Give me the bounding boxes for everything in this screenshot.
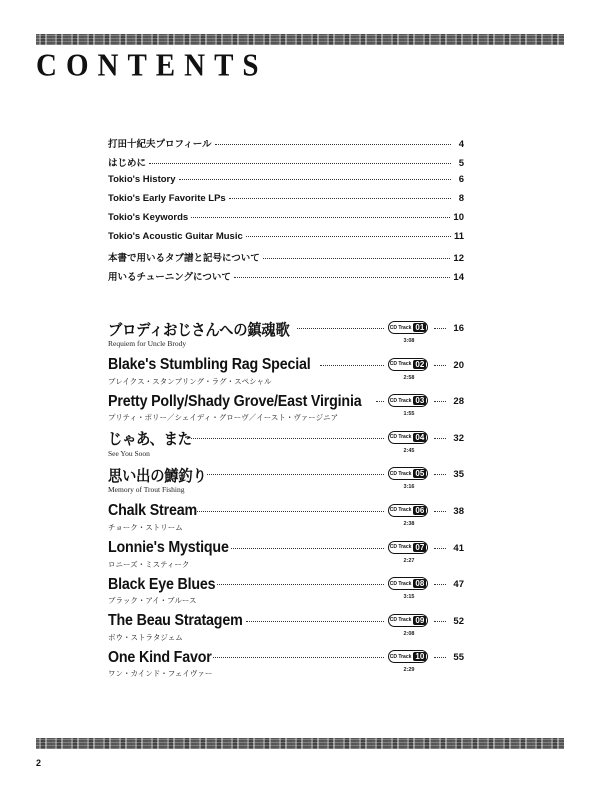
dot-leader — [246, 621, 384, 622]
cd-track-number: 03 — [415, 396, 425, 406]
cd-track-badge — [388, 611, 430, 637]
song-title: Chalk Stream — [108, 502, 197, 520]
dot-leader — [179, 179, 451, 180]
cd-track-badge — [388, 391, 430, 418]
cd-track-badge — [388, 428, 430, 454]
dot-leader — [434, 621, 446, 622]
song-title: One Kind Favor — [108, 648, 212, 666]
cd-track-time: 3:15 — [403, 594, 415, 601]
cd-track-time: 2:08 — [403, 630, 415, 637]
intro-label: Tokio's Early Favorite LPs — [108, 193, 226, 204]
intro-page-number: 12 — [453, 253, 464, 264]
intro-row[interactable] — [108, 212, 464, 231]
cd-track-label: CD Track — [389, 580, 412, 587]
dot-leader — [231, 548, 384, 549]
cd-track-badge — [388, 355, 430, 381]
song-title: Lonnie's Mystique — [108, 539, 229, 557]
dot-leader — [191, 438, 384, 439]
song-subtitle: ボウ・ストラタジェム — [108, 632, 183, 642]
song-subtitle: ロニーズ・ミスティーク — [108, 559, 190, 569]
song-subtitle: See You Soon — [108, 448, 150, 458]
intro-label: Tokio's History — [108, 174, 176, 185]
song-title: Pretty Polly/Shady Grove/East Virginia — [108, 392, 362, 410]
song-entry[interactable] — [108, 574, 464, 611]
song-page-number: 47 — [453, 579, 464, 591]
song-subtitle: ブラック・アイ・ブルース — [108, 596, 197, 606]
intro-label: 本書で用いるタブ譜と記号について — [108, 253, 260, 264]
intro-page-number: 5 — [458, 158, 464, 169]
dot-leader — [213, 657, 384, 658]
cd-track-badge — [388, 647, 430, 674]
song-page-number: 38 — [453, 505, 464, 517]
dot-leader — [434, 401, 446, 402]
cd-track-label: CD Track — [389, 507, 412, 514]
cd-track-label: CD Track — [389, 434, 412, 441]
dot-leader — [229, 198, 451, 199]
dot-leader — [434, 584, 446, 585]
cd-track-label: CD Track — [389, 617, 412, 624]
song-entry[interactable] — [108, 318, 464, 355]
dot-leader — [320, 365, 384, 366]
intro-row[interactable] — [108, 155, 464, 174]
cd-track-label: CD Track — [389, 324, 412, 331]
song-entry[interactable] — [108, 501, 464, 538]
song-entry[interactable] — [108, 428, 464, 465]
song-entry[interactable] — [108, 464, 464, 501]
intro-row[interactable] — [108, 269, 464, 288]
cd-track-badge — [388, 318, 430, 344]
cd-track-time: 2:27 — [403, 557, 415, 564]
dot-leader — [207, 474, 384, 475]
cd-track-badge — [388, 574, 430, 601]
cd-track-label: CD Track — [389, 544, 412, 551]
dot-leader — [217, 584, 384, 585]
song-entry[interactable] — [108, 538, 464, 575]
song-title: Blake's Stumbling Rag Special — [108, 356, 311, 374]
song-subtitle: プリティ・ポリー／シェイディ・グローヴ／イースト・ヴァージニア — [108, 413, 339, 423]
dot-leader — [246, 236, 451, 237]
cd-track-label: CD Track — [389, 470, 412, 477]
cd-track-number: 09 — [415, 615, 425, 625]
dot-leader — [434, 474, 446, 475]
song-page-number: 35 — [453, 469, 464, 481]
cd-track-label: CD Track — [389, 653, 412, 660]
intro-label: 打田十紀夫プロフィール — [108, 139, 212, 150]
page-title: CONTENTS — [36, 48, 268, 84]
dot-leader — [263, 258, 451, 259]
intro-page-number: 8 — [458, 193, 464, 204]
intro-row[interactable] — [108, 231, 464, 250]
song-title: じゃあ、また — [108, 431, 192, 449]
cd-track-time: 3:08 — [403, 338, 415, 344]
dot-leader — [297, 328, 384, 329]
cd-track-time: 2:45 — [403, 447, 415, 454]
dot-leader — [434, 511, 446, 512]
song-subtitle: ブレイクス・スタンブリング・ラグ・スペシャル — [108, 376, 272, 386]
intro-row[interactable] — [108, 250, 464, 269]
cd-track-number: 02 — [415, 359, 425, 369]
dot-leader — [434, 548, 446, 549]
cd-track-number: 01 — [415, 323, 425, 332]
intro-row[interactable] — [108, 174, 464, 193]
cd-track-badge — [388, 538, 430, 564]
dot-leader — [191, 217, 450, 218]
dot-leader — [215, 144, 451, 145]
intro-page-number: 11 — [453, 231, 464, 242]
cd-track-badge — [388, 501, 430, 527]
song-entry[interactable] — [108, 355, 464, 392]
dot-leader — [197, 511, 384, 512]
song-page-number: 32 — [453, 432, 464, 444]
song-page-number: 55 — [453, 652, 464, 664]
intro-row[interactable] — [108, 193, 464, 212]
intro-label: 用いるチューニングについて — [108, 272, 231, 283]
cd-track-time: 1:55 — [403, 411, 415, 418]
bottom-decorative-bar — [36, 738, 564, 749]
song-title: The Beau Stratagem — [108, 612, 243, 630]
cd-track-time: 2:58 — [403, 374, 415, 381]
cd-track-number: 07 — [415, 542, 425, 552]
song-subtitle: チョーク・ストリーム — [108, 522, 183, 532]
intro-label: Tokio's Keywords — [108, 212, 189, 223]
song-page-number: 16 — [453, 323, 464, 334]
cd-track-time: 2:29 — [403, 667, 415, 674]
intro-page-number: 14 — [453, 272, 464, 283]
dot-leader — [234, 277, 451, 278]
song-page-number: 52 — [453, 615, 464, 627]
cd-track-time: 2:38 — [403, 520, 415, 527]
cd-track-label: CD Track — [389, 397, 412, 404]
dot-leader — [434, 438, 446, 439]
intro-page-number: 4 — [458, 139, 464, 150]
song-title: ブロディおじさんへの鎮魂歌 — [108, 321, 290, 339]
intro-label: はじめに — [108, 158, 147, 169]
song-page-number: 41 — [453, 542, 464, 554]
intro-contents-list — [108, 136, 464, 288]
intro-page-number: 10 — [453, 212, 464, 223]
intro-label: Tokio's Acoustic Guitar Music — [108, 231, 243, 242]
page-number: 2 — [36, 758, 42, 768]
song-page-number: 28 — [453, 396, 464, 408]
cd-track-number: 10 — [415, 652, 425, 662]
dot-leader — [376, 401, 384, 402]
cd-track-number: 06 — [415, 505, 425, 515]
song-title: Black Eye Blues — [108, 575, 216, 593]
song-subtitle: ワン・カインド・フェイヴァー — [108, 669, 213, 679]
dot-leader — [149, 163, 451, 164]
song-entry[interactable] — [108, 647, 464, 684]
top-decorative-bar — [36, 34, 564, 45]
intro-page-number: 6 — [458, 174, 464, 185]
cd-track-badge — [388, 464, 430, 491]
song-subtitle: Requiem for Uncle Brody — [108, 339, 187, 348]
cd-track-time: 3:16 — [403, 484, 415, 491]
song-page-number: 20 — [453, 359, 464, 371]
dot-leader — [434, 365, 446, 366]
song-subtitle: Memory of Trout Fishing — [108, 485, 185, 495]
cd-track-number: 05 — [415, 469, 425, 479]
dot-leader — [434, 657, 446, 658]
dot-leader — [434, 328, 446, 329]
song-entry[interactable] — [108, 611, 464, 648]
intro-row[interactable] — [108, 136, 464, 155]
cd-track-number: 08 — [415, 579, 425, 589]
song-contents-list — [108, 318, 464, 684]
cd-track-label: CD Track — [389, 361, 412, 368]
song-title: 思い出の鱒釣り — [108, 467, 207, 485]
cd-track-number: 04 — [415, 432, 425, 442]
song-entry[interactable] — [108, 391, 464, 428]
